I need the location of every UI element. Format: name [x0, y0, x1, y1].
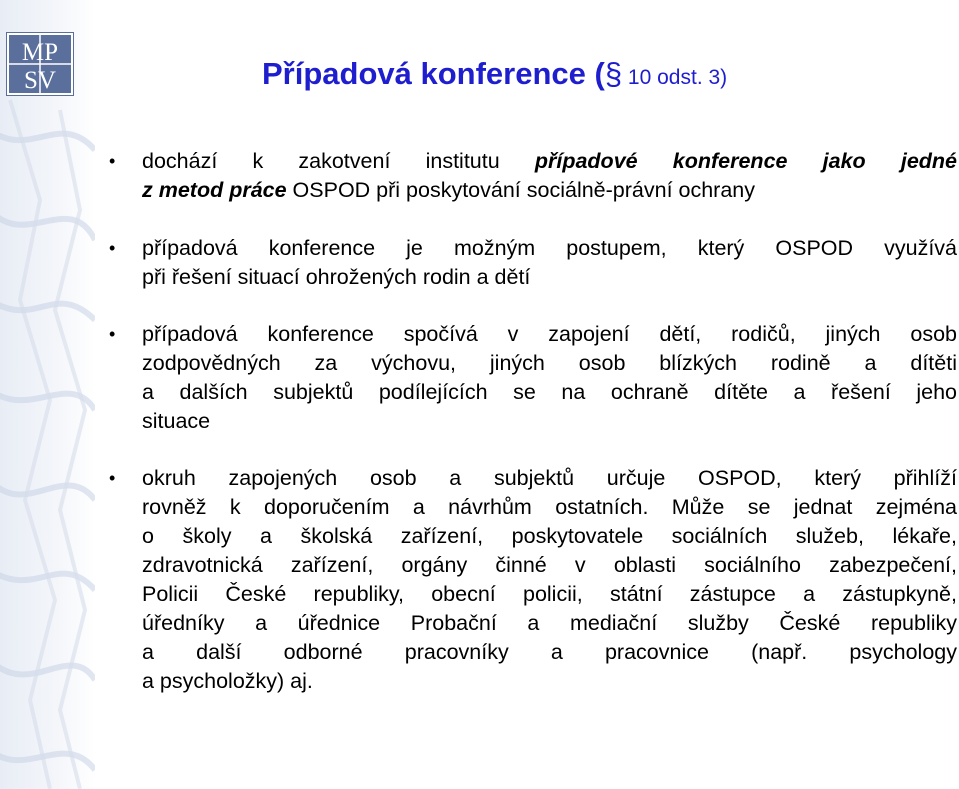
- bullet-line: a dalších subjektů podílejících se na ochraně dítěte a řešení jeho: [142, 380, 957, 404]
- bullet-line: rovněž k doporučením a návrhům ostatních. Může se jednat zejména: [142, 495, 957, 519]
- logo-text-top: MP: [21, 39, 59, 66]
- bullet-marker: •: [109, 468, 116, 488]
- bullet-line: úředníky a úřednice Probační a mediační služby České republiky: [142, 611, 957, 635]
- decorative-side-strip: [0, 0, 95, 789]
- bullet-line: situace: [142, 409, 211, 433]
- bullet-line: případová konference spočívá v zapojení dětí, rodičů, jiných osob: [142, 322, 957, 346]
- bullet-item: [109, 320, 957, 436]
- bullet-item: [109, 464, 957, 696]
- bullet-line: případová konference je možným postupem, který OSPOD využívá: [142, 236, 957, 260]
- bullet-emphasis: případové konference jako jedné: [534, 149, 957, 173]
- bullet-marker: •: [109, 324, 116, 344]
- bullet-emphasis: z metod práce: [142, 178, 287, 202]
- bullet-line: a psycholožky) aj.: [142, 669, 313, 693]
- slide-title: [262, 56, 727, 92]
- bullet-text: OSPOD při poskytování sociálně-právní ochrany: [286, 178, 756, 202]
- title-main: Případová konference (: [262, 56, 605, 91]
- title-reference: 10 odst. 3): [622, 66, 728, 89]
- bullet-line: zdravotnická zařízení, orgány činné v oblasti sociálního zabezpečení,: [142, 553, 957, 577]
- bullet-marker: •: [109, 151, 116, 171]
- bullet-line: okruh zapojených osob a subjektů určuje OSPOD, který přihlíží: [142, 466, 957, 490]
- section-sign: §: [604, 56, 623, 91]
- bullet-line: a další odborné pracovníky a pracovnice (např. psychology: [142, 640, 957, 664]
- bullet-line: při řešení situací ohrožených rodin a dětí: [142, 265, 531, 289]
- bullet-line: [142, 176, 957, 205]
- bullet-item: [109, 234, 957, 292]
- bullet-line: o školy a školská zařízení, poskytovatele sociálních služeb, lékaře,: [142, 524, 957, 548]
- bullet-line: [142, 147, 957, 176]
- bullet-marker: •: [109, 238, 116, 258]
- mpsv-logo: [7, 33, 73, 95]
- logo-text-bottom: SV: [24, 67, 56, 93]
- bullet-text: dochází k zakotvení institutu: [142, 149, 535, 173]
- bullet-line: zodpovědných za výchovu, jiných osob blízkých rodině a dítěti: [142, 351, 957, 375]
- bullet-item: [109, 147, 957, 205]
- mpsv-logo-graphic: [9, 35, 71, 93]
- decorative-pattern: [0, 0, 95, 789]
- bullet-line: Policii České republiky, obecní policii, státní zástupce a zástupkyně,: [142, 582, 957, 606]
